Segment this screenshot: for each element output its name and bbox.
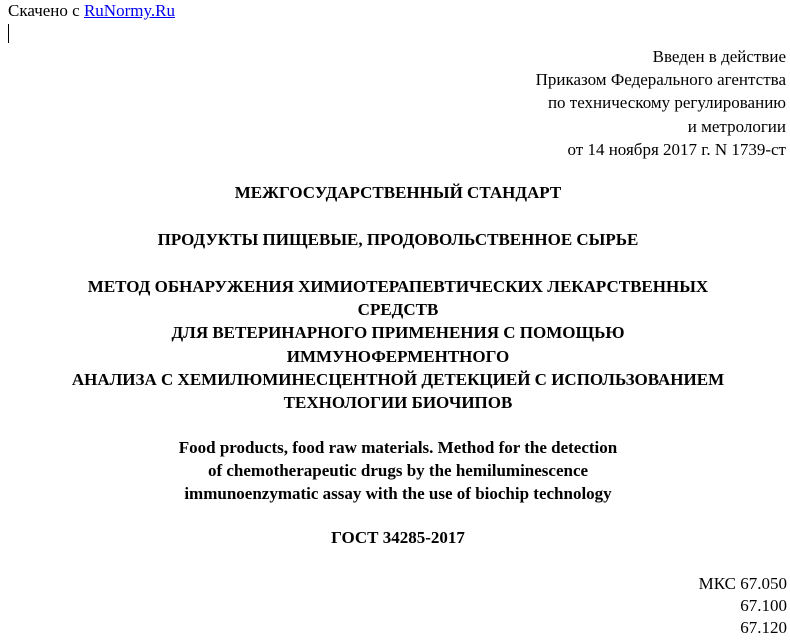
source-line [8, 1, 175, 21]
enactment-line: и метрологии [687, 116, 786, 136]
text-cursor [8, 24, 9, 43]
enactment-line: по техническому регулированию [547, 93, 786, 113]
gost-number-heading [0, 527, 790, 549]
title-ru-line: АНАЛИЗА С ХЕМИЛЮМИНЕСЦЕНТНОЙ ДЕТЕКЦИЕЙ С ИСПОЛЬЗОВАНИЕМ [71, 369, 725, 389]
mks-line: 67.120 [740, 618, 787, 637]
source-prefix: Скачено с [8, 1, 80, 20]
title-ru-line: ДЛЯ ВЕТЕРИНАРНОГО ПРИМЕНЕНИЯ С ПОМОЩЬЮ [171, 323, 625, 343]
mks-codes [699, 573, 787, 639]
title-en-line: immunoenzymatic assay with the use of biochip technology [184, 484, 612, 504]
gost-number-text: ГОСТ 34285-2017 [331, 528, 465, 547]
standard-type-text: МЕЖГОСУДАРСТВЕННЫЙ СТАНДАРТ [234, 183, 562, 202]
title-ru-line: МЕТОД ОБНАРУЖЕНИЯ ХИМИОТЕРАПЕВТИЧЕСКИХ ЛЕКАРСТВЕННЫХ [87, 277, 709, 296]
enactment-block [536, 45, 786, 161]
enactment-line: Введен в действие [652, 47, 786, 66]
title-en-line: of chemotherapeutic drugs by the hemiluminescence [207, 461, 589, 481]
category-text: ПРОДУКТЫ ПИЩЕВЫЕ, ПРОДОВОЛЬСТВЕННОЕ СЫРЬЕ [157, 230, 639, 249]
category-heading [0, 229, 790, 251]
standard-type-heading [0, 182, 790, 204]
runormy-link[interactable]: RuNormy.Ru [83, 1, 175, 20]
title-ru [0, 275, 790, 414]
enactment-line: Приказом Федерального агентства [535, 70, 786, 90]
title-en [0, 436, 790, 506]
title-ru-line: СРЕДСТВ [357, 300, 439, 320]
enactment-line: от 14 ноября 2017 г. N 1739-ст [567, 139, 786, 159]
title-en-line: Food products, food raw materials. Method for the detection [178, 438, 618, 457]
mks-line: МКС 67.050 [698, 574, 787, 593]
title-ru-line: ИММУНОФЕРМЕНТНОГО [286, 346, 510, 366]
title-ru-line: ТЕХНОЛОГИИ БИОЧИПОВ [283, 393, 513, 413]
mks-line: 67.100 [740, 596, 787, 615]
